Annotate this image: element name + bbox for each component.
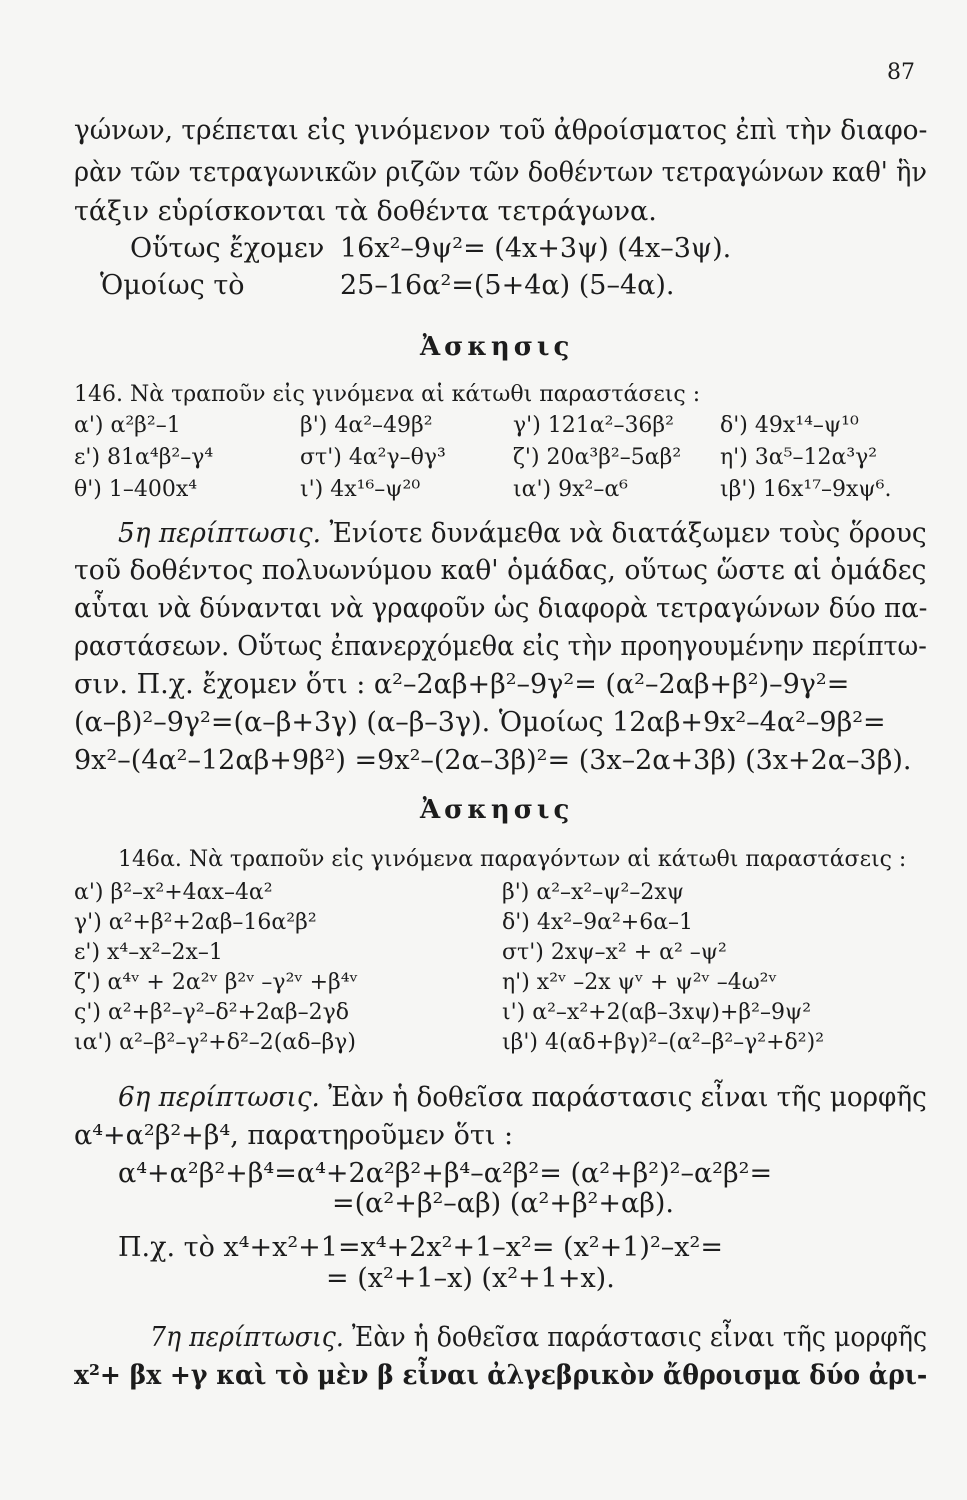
case-7-line [150,1322,927,1353]
case-5-line [118,518,927,549]
case-text: Ἐνίοτε δυνάμεθα νὰ διατάξωμεν τοὺς ὅρους [329,518,927,549]
exercise-item: γ') 121α²–36β² [513,413,674,438]
intro-line: γώνων, τρέπεται εἰς γινόμενον τοῦ ἀθροίσματος ἐπὶ τὴν διαφο- [74,115,928,146]
exercise-item: δ') 49x¹⁴–ψ¹⁰ [720,413,859,438]
intro-line: τάξιν εὑρίσκονται τὰ δοθέντα τετράγωνα. [74,196,657,227]
exercise-item: δ') 4x²–9α²+6α–1 [502,910,694,935]
intro-line: ρὰν τῶν τετραγωνικῶν ριζῶν τῶν δοθέντων τετραγώνων καθ' ἣν [74,157,927,188]
exercise-item: θ') 1–400x⁴ [74,477,198,502]
case-5-line: αὗται νὰ δύνανται νὰ γραφοῦν ὡς διαφορὰ τετραγώνων δύο πα- [74,593,928,624]
equation: =(α²+β²–αβ) (α²+β²+αβ). [332,1188,674,1219]
exercise-heading: Ἀσκησις [420,795,574,825]
exercise-item: ια') 9x²–α⁶ [513,477,629,502]
exercise-item: η') x²ᵛ –2x ψᵛ + ψ²ᵛ –4ω²ᵛ [502,970,777,995]
exercise-item: β') α²–x²–ψ²–2xψ [502,880,684,905]
equation: = (x²+1–x) (x²+1+x). [326,1263,615,1294]
exercise-item: ι') α²–x²+2(αβ–3xψ)+β²–9ψ² [502,1000,812,1025]
case-label: 5η περίπτωσις. [118,518,322,549]
case-text: Ἐὰν ἡ δοθεῖσα παράστασις εἶναι τῆς μορφῆς [351,1322,928,1353]
case-5-line: ραστάσεων. Οὕτως ἐπανερχόμεθα εἰς τὴν προηγουμένην περίπτω- [74,631,927,662]
exercise-item: ς') α²+β²–γ²–δ²+2αβ–2γδ [74,1000,350,1025]
exercise-item: α') β²–x²+4αx–4α² [74,880,273,905]
case-5-line: σιν. Π.χ. ἔχομεν ὅτι : α²–2αβ+β²–9γ²= (α²–2αβ+β²)–9γ²= [74,669,850,700]
exercise-item: ε') 81α⁴β²–γ⁴ [74,445,214,470]
exercise-item: β') 4α²–49β² [300,413,433,438]
equation-label: Οὕτως ἔχομεν [130,233,325,264]
exercise-item: η') 3α⁵–12α³γ² [720,445,878,470]
exercise-item: ια') α²–β²–γ²+δ²–2(αδ–βγ) [74,1030,356,1055]
equation: Π.χ. τὸ x⁴+x²+1=x⁴+2x²+1–x²= (x²+1)²–x²= [118,1232,723,1263]
case-6-line [118,1082,927,1113]
exercise-item: ιβ') 4(αδ+βγ)²–(α²–β²–γ²+δ²)² [502,1030,825,1055]
exercise-item: ι') 4x¹⁶–ψ²⁰ [300,477,421,502]
equation: 16x²–9ψ²= (4x+3ψ) (4x–3ψ). [340,233,732,264]
page-number: 87 [887,60,915,85]
case-5-line: 9x²–(4α²–12αβ+9β²) =9x²–(2α–3β)²= (3x–2α+3β) (3x+2α–3β). [74,745,912,776]
exercise-heading: Ἀσκησις [420,332,574,362]
exercise-item: στ') 2xψ–x² + α² –ψ² [502,940,727,965]
exercise-item: ζ') 20α³β²–5αβ² [513,445,682,470]
exercise-title: 146α. Νὰ τραποῦν εἰς γινόμενα παραγόντων αἱ κάτωθι παραστάσεις : [118,847,907,872]
case-label: 6η περίπτωσις. [118,1082,320,1113]
case-7-line: x²+ βx +γ καὶ τὸ μὲν β εἶναι ἀλγεβρικὸν ἄθροισμα δύο ἀρι- [74,1360,928,1391]
exercise-item: ιβ') 16x¹⁷–9xψ⁶. [720,477,892,502]
case-5-line: (α–β)²–9γ²=(α–β+3γ) (α–β–3γ). Ὁμοίως 12αβ+9x²–4α²–9β²= [74,707,886,738]
equation: 25–16α²=(5+4α) (5–4α). [340,270,675,301]
case-6-line: α⁴+α²β²+β⁴, παρατηροῦμεν ὅτι : [74,1120,514,1151]
case-label: 7η περίπτωσις. [150,1322,344,1353]
exercise-item: στ') 4α²γ–θγ³ [300,445,446,470]
case-5-line: τοῦ δοθέντος πολυωνύμου καθ' ὁμάδας, οὕτως ὥστε αἱ ὁμάδες [74,555,927,586]
exercise-item: α') α²β²–1 [74,413,181,438]
exercise-item: ζ') α⁴ᵛ + 2α²ᵛ β²ᵛ –γ²ᵛ +β⁴ᵛ [74,970,358,995]
exercise-title: 146. Νὰ τραποῦν εἰς γινόμενα αἱ κάτωθι παραστάσεις : [74,382,701,407]
exercise-item: ε') x⁴–x²–2x–1 [74,940,223,965]
equation-label: Ὁμοίως τὸ [100,270,245,301]
exercise-item: γ') α²+β²+2αβ–16α²β² [74,910,317,935]
case-text: Ἐὰν ἡ δοθεῖσα παράστασις εἶναι τῆς μορφῆς [328,1082,927,1113]
equation: α⁴+α²β²+β⁴=α⁴+2α²β²+β⁴–α²β²= (α²+β²)²–α²β²= [118,1158,773,1189]
